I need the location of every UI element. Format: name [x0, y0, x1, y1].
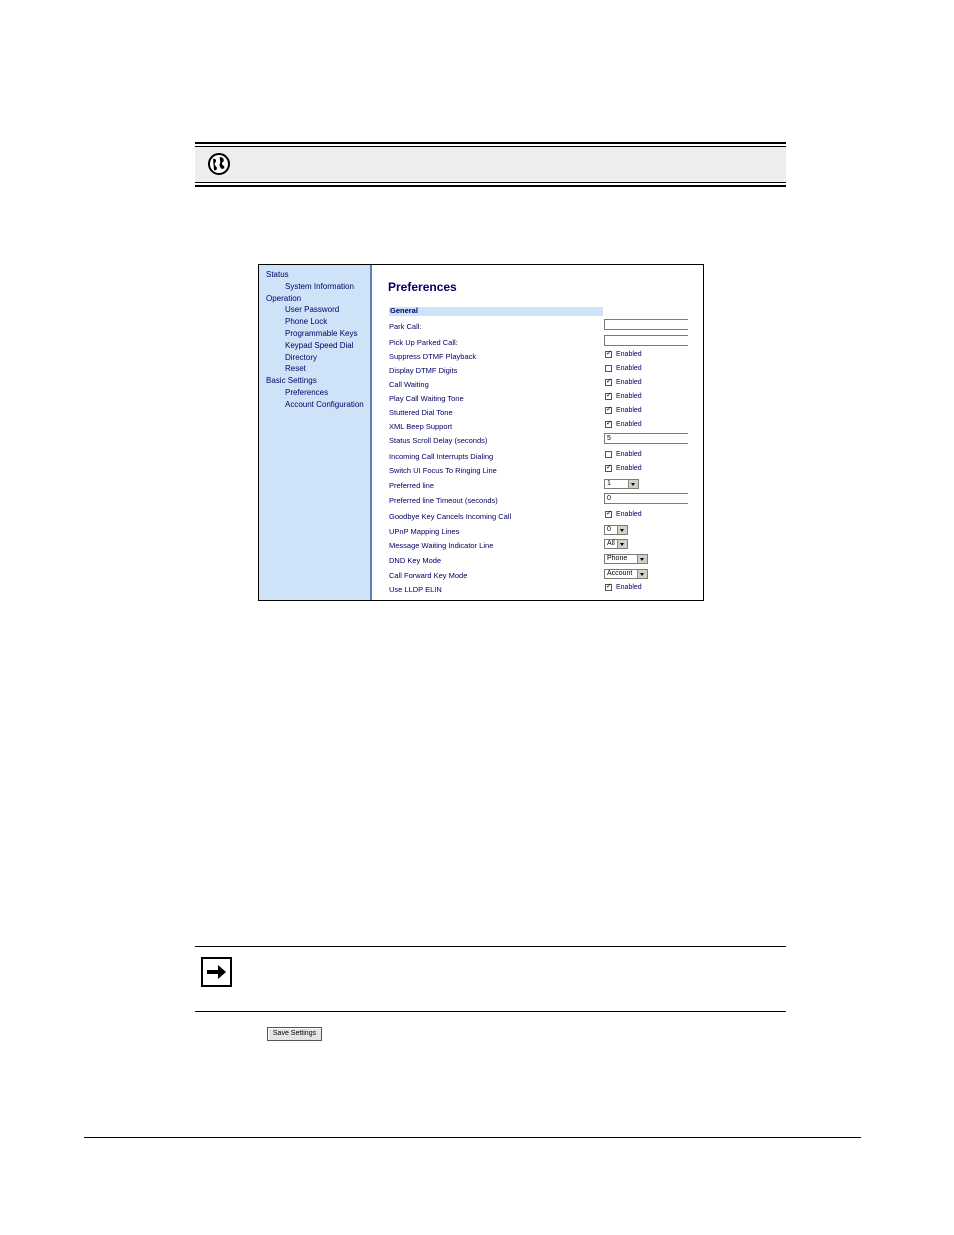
webui-screenshot [258, 264, 704, 601]
select-value: All [607, 540, 615, 547]
save-settings-button[interactable]: Save Settings [267, 1027, 322, 1041]
select-call-forward-key-mode[interactable] [604, 569, 648, 579]
select-value: 1 [607, 480, 611, 487]
checkbox-box[interactable] [605, 351, 612, 358]
label-call-forward-key-mode: Call Forward Key Mode [389, 571, 468, 580]
select-preferred-line[interactable] [604, 479, 639, 489]
checkbox-box[interactable] [605, 379, 612, 386]
checkbox-box[interactable] [605, 451, 612, 458]
note-rule-bottom [195, 1011, 786, 1012]
chevron-down-icon[interactable] [617, 540, 627, 548]
checkbox-label: Enabled [616, 511, 642, 518]
sidebar-item-operation[interactable]: Operation [266, 293, 302, 303]
checkbox-box[interactable] [605, 365, 612, 372]
input-park-call[interactable] [604, 319, 688, 330]
checkbox-box[interactable] [605, 393, 612, 400]
chevron-down-icon[interactable] [617, 526, 627, 534]
webui-banner [195, 142, 786, 187]
sidebar-item-basic-settings[interactable]: Basic Settings [266, 376, 317, 386]
select-value: 0 [607, 526, 611, 533]
section-label: General [390, 306, 418, 315]
select-dnd-key-mode[interactable] [604, 554, 648, 564]
label-stuttered-dial-tone: Stuttered Dial Tone [389, 408, 453, 417]
checkbox-box[interactable] [605, 421, 612, 428]
banner-band [195, 147, 786, 182]
chevron-down-icon[interactable] [637, 570, 647, 578]
checkbox-label: Enabled [616, 407, 642, 414]
sidebar-item-reset[interactable]: Reset [285, 364, 306, 374]
footer-rule [84, 1137, 861, 1138]
checkbox-box[interactable] [605, 584, 612, 591]
sidebar-item-system-information[interactable]: System Information [285, 281, 354, 291]
label-suppress-dtmf-playback: Suppress DTMF Playback [389, 352, 477, 361]
label-goodbye-key-cancels-incoming-call: Goodbye Key Cancels Incoming Call [389, 512, 512, 521]
select-message-waiting-indicator-line[interactable] [604, 539, 628, 549]
chevron-down-icon[interactable] [637, 555, 647, 563]
arrow-right-icon [203, 959, 230, 985]
checkbox-box[interactable] [605, 407, 612, 414]
label-message-waiting-indicator-line: Message Waiting Indicator Line [389, 541, 494, 550]
input-preferred-line-timeout-seconds[interactable]: 0 [604, 493, 688, 504]
sidebar-item-status[interactable]: Status [266, 270, 289, 279]
note-block [195, 946, 786, 1012]
checkbox-label: Enabled [616, 393, 642, 400]
label-use-lldp-elin: Use LLDP ELIN [389, 585, 442, 594]
checkbox-label: Enabled [616, 379, 642, 386]
label-incoming-call-interrupts-dialing: Incoming Call Interrupts Dialing [389, 452, 494, 461]
input-pick-up-parked-call[interactable] [604, 335, 688, 346]
input-status-scroll-delay-seconds[interactable]: 5 [604, 433, 688, 444]
banner-rule-top [195, 142, 786, 144]
sidebar-item-phone-lock[interactable]: Phone Lock [285, 317, 328, 327]
banner-rule-bottom [195, 185, 786, 187]
label-play-call-waiting-tone: Play Call Waiting Tone [389, 394, 464, 403]
sidebar-item-user-password[interactable]: User Password [285, 305, 340, 315]
label-switch-ui-focus-to-ringing-line: Switch UI Focus To Ringing Line [389, 466, 497, 475]
label-park-call: Park Call: [389, 322, 422, 331]
label-preferred-line-timeout-seconds: Preferred line Timeout (seconds) [389, 496, 498, 505]
select-upnp-mapping-lines[interactable] [604, 525, 628, 535]
label-dnd-key-mode: DND Key Mode [389, 556, 442, 565]
checkbox-label: Enabled [616, 451, 642, 458]
sidebar-item-keypad-speed-dial[interactable]: Keypad Speed Dial [285, 340, 354, 350]
checkbox-label: Enabled [616, 465, 642, 472]
globe-icon [207, 152, 231, 176]
label-display-dtmf-digits: Display DTMF Digits [389, 366, 458, 375]
select-value: Account [607, 570, 633, 577]
checkbox-label: Enabled [616, 421, 642, 428]
sidebar-item-directory[interactable]: Directory [285, 352, 318, 362]
select-value: Phone [607, 555, 628, 562]
label-call-waiting: Call Waiting [389, 380, 429, 389]
sidebar-nav [259, 265, 372, 600]
page-title: Preferences [388, 280, 457, 294]
note-box [201, 957, 232, 987]
checkbox-label: Enabled [616, 351, 642, 358]
sidebar-item-account-configuration[interactable]: Account Configuration [285, 399, 364, 409]
label-pick-up-parked-call: Pick Up Parked Call: [389, 338, 458, 347]
sidebar-item-programmable-keys[interactable]: Programmable Keys [285, 329, 358, 338]
checkbox-box[interactable] [605, 511, 612, 518]
label-xml-beep-support: XML Beep Support [389, 422, 453, 431]
label-status-scroll-delay-seconds: Status Scroll Delay (seconds) [389, 436, 488, 445]
banner-rule-bottom-thin [195, 182, 786, 183]
label-preferred-line: Preferred line [389, 481, 435, 490]
section-header-general [389, 307, 603, 316]
note-rule-top [195, 946, 786, 947]
checkbox-box[interactable] [605, 465, 612, 472]
label-upnp-mapping-lines: UPnP Mapping Lines [389, 527, 460, 536]
chevron-down-icon[interactable] [628, 480, 638, 488]
checkbox-label: Enabled [616, 584, 642, 591]
preferences-panel [372, 265, 703, 600]
checkbox-label: Enabled [616, 365, 642, 372]
sidebar-item-preferences[interactable]: Preferences [285, 388, 329, 397]
